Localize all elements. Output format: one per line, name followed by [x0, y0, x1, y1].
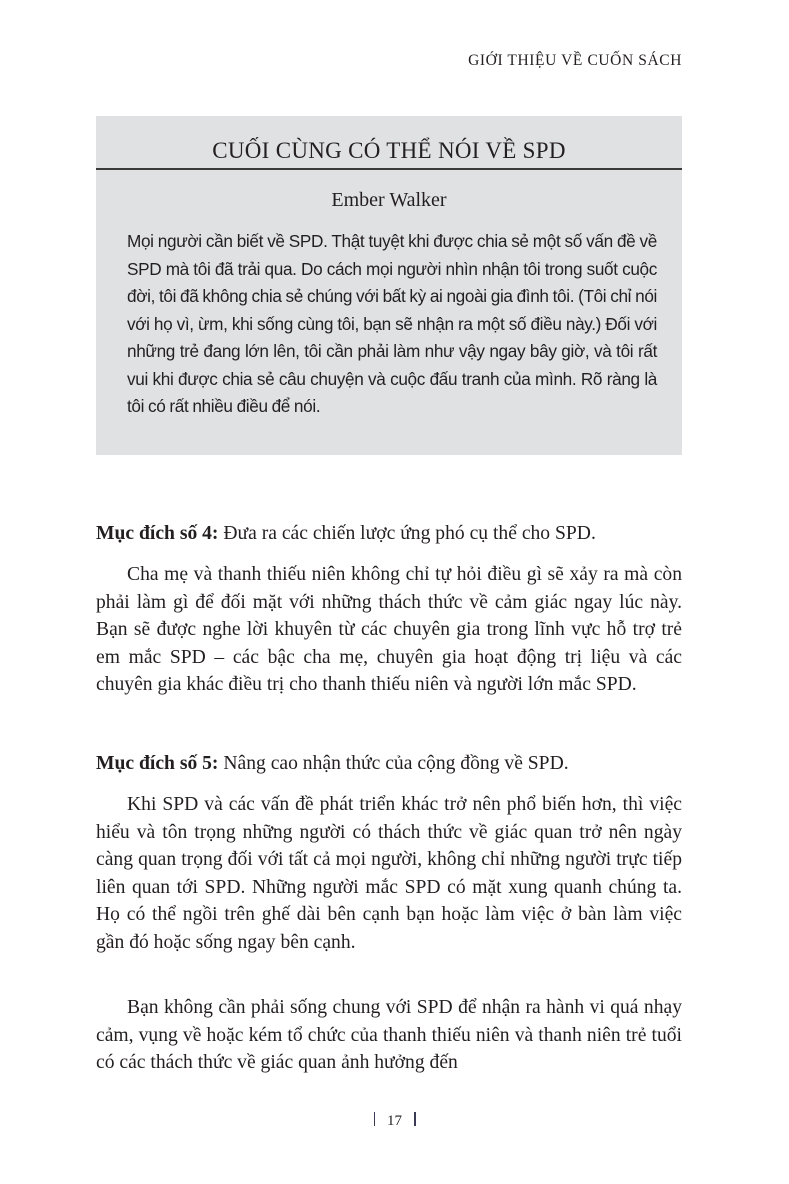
- sidebar-title: CUỐI CÙNG CÓ THỂ NÓI VỀ SPD: [212, 138, 566, 163]
- purpose-4-text: Đưa ra các chiến lược ứng phó cụ thể cho SPD.: [218, 523, 596, 544]
- purpose-4-label: Mục đích số 4:: [96, 523, 219, 544]
- running-head: GIỚI THIỆU VỀ CUỐN SÁCH: [468, 52, 682, 69]
- sidebar-box: [96, 116, 682, 455]
- body-paragraph-2-container: [96, 791, 682, 957]
- body-paragraph: Bạn không cần phải sống chung với SPD để nhận ra hành vi quá nhạy cảm, vụng về hoặc kém tổ chức của thanh thiếu niên và thanh niên trẻ tuổi có các thách thức về giác quan ảnh hưởng đến: [96, 997, 682, 1074]
- purpose-4-heading: [96, 520, 682, 548]
- folio-bar-left: [374, 1112, 376, 1126]
- purpose-5-text: Nâng cao nhận thức của cộng đồng về SPD.: [218, 753, 569, 774]
- body-paragraph-3-container: [96, 994, 682, 1077]
- page-number: 17: [387, 1113, 402, 1129]
- body-paragraph-1-container: [96, 561, 682, 699]
- purpose-5-heading: [96, 750, 682, 778]
- page-number-footer: [0, 1112, 789, 1130]
- sidebar-divider: [96, 168, 682, 170]
- sidebar-author: Ember Walker: [331, 189, 447, 211]
- purpose-5-label: Mục đích số 5:: [96, 753, 219, 774]
- body-paragraph: Khi SPD và các vấn đề phát triển khác trở nên phổ biến hơn, thì việc hiểu và tôn trọng những người có thách thức về giác quan trở nên ngày càng quan trọng đối với tất cả mọi người, không chỉ những người trực tiếp liên quan tới SPD. Những người mắc SPD có mặt xung quanh chúng ta. Họ có thể ngồi trên ghế dài bên cạnh bạn hoặc làm việc ở bàn làm việc gần đó hoặc sống ngay bên cạnh.: [96, 794, 682, 953]
- sidebar-text: Mọi người cần biết về SPD. Thật tuyệt khi được chia sẻ một số vấn đề về SPD mà tôi đã trải qua. Do cách mọi người nhìn nhận tôi trong suốt cuộc đời, tôi đã không chia sẻ chúng với bất kỳ ai ngoài gia đình tôi. (Tôi chỉ nói với họ vì, ừm, khi sống cùng tôi, bạn sẽ nhận ra một số điều này.) Đối với những trẻ đang lớn lên, tôi cần phải làm như vậy ngay bây giờ, và tôi rất vui khi được chia sẻ câu chuyện và cuộc đấu tranh của mình. Rõ ràng là tôi có rất nhiều điều để nói.: [127, 231, 657, 416]
- folio-bar-right: [414, 1112, 416, 1126]
- body-paragraph: Cha mẹ và thanh thiếu niên không chỉ tự hỏi điều gì sẽ xảy ra mà còn phải làm gì để đối mặt với những thách thức về cảm giác ngay lúc này. Bạn sẽ được nghe lời khuyên từ các chuyên gia trong lĩnh vực hỗ trợ trẻ em mắc SPD – các bậc cha mẹ, chuyên gia hoạt động trị liệu và các chuyên gia khác điều trị cho thanh thiếu niên và người lớn mắc SPD.: [96, 564, 682, 696]
